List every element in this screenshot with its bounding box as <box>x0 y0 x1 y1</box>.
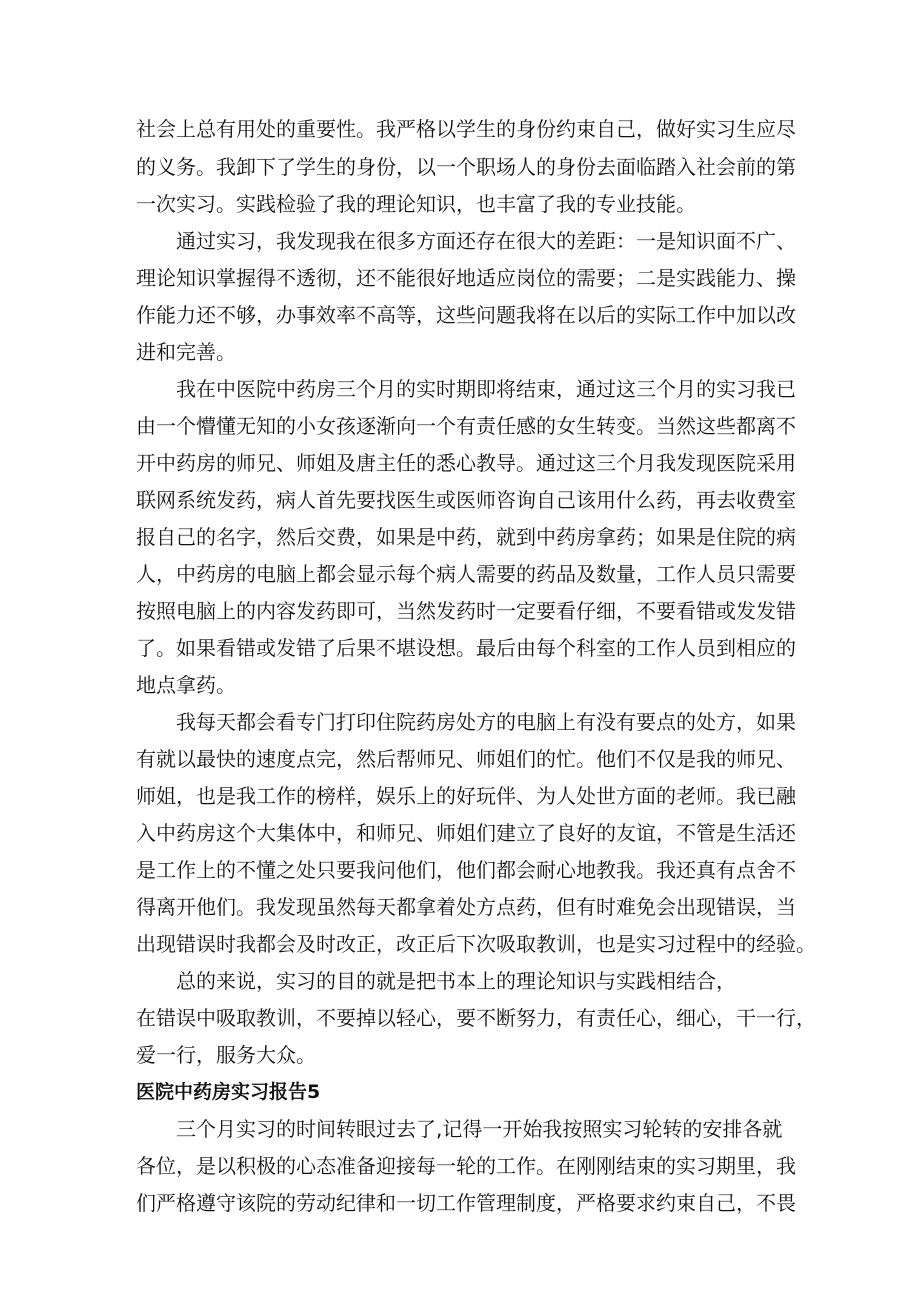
paragraph-first-line: 通过实习，我发现我在很多方面还存在很大的差距：一是知识面不广、 <box>176 229 796 253</box>
text-line: 们严格遵守该院的劳动纪律和一切工作管理制度，严格要求约束自己，不畏 <box>136 1191 796 1215</box>
text-line: 各位，是以积极的心态准备迎接每一轮的工作。在刚刚结束的实习期里，我 <box>136 1154 796 1178</box>
text-line: 有就以最快的速度点完，然后帮师兄、师姐们的忙。他们不仅是我的师兄、 <box>136 747 796 771</box>
text-line: 一次实习。实践检验了我的理论知识，也丰富了我的专业技能。 <box>136 192 696 216</box>
text-line: 入中药房这个大集体中，和师兄、师姐们建立了良好的友谊，不管是生活还 <box>136 821 796 845</box>
text-line: 地点拿药。 <box>136 673 236 697</box>
text-line: 爱一行，服务大众。 <box>136 1043 316 1067</box>
text-line: 在错误中吸取教训，不要掉以轻心，要不断努力，有责任心，细心，干一行， <box>136 1006 816 1030</box>
text-line: 报自己的名字，然后交费，如果是中药，就到中药房拿药；如果是住院的病 <box>136 525 796 549</box>
text-line: 由一个懵懂无知的小女孩逐渐向一个有责任感的女生转变。当然这些都离不 <box>136 414 796 438</box>
text-line: 按照电脑上的内容发药即可，当然发药时一定要看仔细，不要看错或发发错 <box>136 599 796 623</box>
text-line: 师姐，也是我工作的榜样，娱乐上的好玩伴、为人处世方面的老师。我已融 <box>136 784 796 808</box>
paragraph-first-line: 我在中医院中药房三个月的实时期即将结束，通过这三个月的实习我已 <box>176 377 796 401</box>
text-line: 人，中药房的电脑上都会显示每个病人需要的药品及数量，工作人员只需要 <box>136 562 796 586</box>
text-line: 开中药房的师兄、师姐及唐主任的悉心教导。通过这三个月我发现医院采用 <box>136 451 796 475</box>
text-line: 社会上总有用处的重要性。我严格以学生的身份约束自己，做好实习生应尽 <box>136 117 796 141</box>
text-line: 作能力还不够，办事效率不高等，这些问题我将在以后的实际工作中加以改 <box>136 303 796 327</box>
paragraph-first-line: 三个月实习的时间转眼过去了,记得一开始我按照实习轮转的安排各就 <box>176 1117 783 1141</box>
text-line: 出现错误时我都会及时改正，改正后下次吸取教训，也是实习过程中的经验。 <box>136 932 816 956</box>
text-line: 得离开他们。我发现虽然每天都拿着处方点药，但有时难免会出现错误，当 <box>136 895 796 919</box>
paragraph-first-line: 我每天都会看专门打印住院药房处方的电脑上有没有要点的处方，如果 <box>176 710 796 734</box>
paragraph-first-line: 总的来说，实习的目的就是把书本上的理论知识与实践相结合， <box>176 969 736 993</box>
section-heading: 医院中药房实习报告5 <box>136 1081 321 1103</box>
text-line: 是工作上的不懂之处只要我问他们，他们都会耐心地教我。我还真有点舍不 <box>136 858 796 882</box>
text-line: 联网系统发药，病人首先要找医生或医师咨询自己该用什么药，再去收费室 <box>136 488 796 512</box>
text-line: 理论知识掌握得不透彻，还不能很好地适应岗位的需要；二是实践能力、操 <box>136 266 796 290</box>
text-line: 进和完善。 <box>136 340 236 364</box>
text-line: 了。如果看错或发错了后果不堪设想。最后由每个科室的工作人员到相应的 <box>136 636 796 660</box>
text-line: 的义务。我卸下了学生的身份，以一个职场人的身份去面临踏入社会前的第 <box>136 155 796 179</box>
